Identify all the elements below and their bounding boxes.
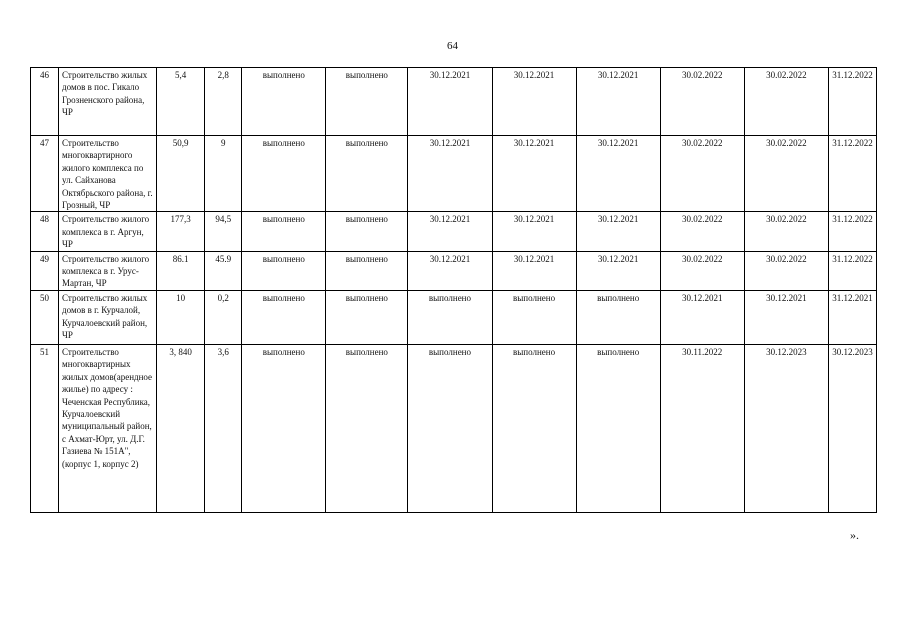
date-cell-10: 31.12.2022: [828, 251, 876, 290]
stage-cell-5: 30.12.2021: [408, 68, 492, 136]
stage-cell-7: 30.12.2021: [576, 212, 660, 251]
date-cell-8: 30.02.2022: [660, 68, 744, 136]
row-number: 46: [31, 68, 59, 136]
object-name: Строительство жилого комплекса в г. Аргун, ЧР: [59, 212, 157, 251]
status-1: выполнено: [242, 344, 326, 512]
stage-cell-6: выполнено: [492, 344, 576, 512]
date-cell-9: 30.12.2023: [744, 344, 828, 512]
object-name: Строительство многоквартирных жилых домов(арендное жилье) по адресу : Чеченская Республика, Курчалоевский муниципальный район, с Ахмат-Юрт, ул. Д.Г. Газиева № 151А", (корпус 1, корпус 2): [59, 344, 157, 512]
status-1: выполнено: [242, 251, 326, 290]
status-2: выполнено: [326, 68, 408, 136]
stage-cell-6: 30.12.2021: [492, 251, 576, 290]
date-cell-9: 30.02.2022: [744, 136, 828, 212]
stage-cell-6: выполнено: [492, 290, 576, 344]
table-row: [31, 212, 877, 251]
date-cell-8: 30.02.2022: [660, 212, 744, 251]
stage-cell-6: 30.12.2021: [492, 68, 576, 136]
status-1: выполнено: [242, 290, 326, 344]
row-number: 47: [31, 136, 59, 212]
value-1: 3, 840: [157, 344, 205, 512]
value-2: 3,6: [205, 344, 242, 512]
row-number: 51: [31, 344, 59, 512]
stage-cell-5: выполнено: [408, 290, 492, 344]
stage-cell-6: 30.12.2021: [492, 136, 576, 212]
value-1: 177,3: [157, 212, 205, 251]
page-number: 64: [447, 40, 458, 52]
table-row: [31, 290, 877, 344]
value-2: 2,8: [205, 68, 242, 136]
date-cell-8: 30.11.2022: [660, 344, 744, 512]
stage-cell-7: 30.12.2021: [576, 251, 660, 290]
stage-cell-5: 30.12.2021: [408, 212, 492, 251]
status-2: выполнено: [326, 212, 408, 251]
row-number: 49: [31, 251, 59, 290]
value-1: 50,9: [157, 136, 205, 212]
value-2: 0,2: [205, 290, 242, 344]
date-cell-9: 30.02.2022: [744, 212, 828, 251]
stage-cell-5: 30.12.2021: [408, 251, 492, 290]
status-1: выполнено: [242, 136, 326, 212]
date-cell-10: 31.12.2021: [828, 290, 876, 344]
closing-quote-mark: ».: [850, 528, 859, 542]
value-1: 5,4: [157, 68, 205, 136]
status-2: выполнено: [326, 290, 408, 344]
stage-cell-7: выполнено: [576, 290, 660, 344]
date-cell-8: 30.02.2022: [660, 136, 744, 212]
row-number: 50: [31, 290, 59, 344]
object-name: Строительство жилого комплекса в г. Урус-Мартан, ЧР: [59, 251, 157, 290]
value-2: 9: [205, 136, 242, 212]
stage-cell-5: выполнено: [408, 344, 492, 512]
date-cell-10: 31.12.2022: [828, 136, 876, 212]
object-name: Строительство жилых домов в пос. Гикало Грозненского района, ЧР: [59, 68, 157, 136]
table-body: [31, 68, 877, 513]
value-1: 86.1: [157, 251, 205, 290]
table-row: [31, 344, 877, 512]
object-name: Строительство многоквартирного жилого комплекса по ул. Сайханова Октябрьского района, г. Грозный, ЧР: [59, 136, 157, 212]
construction-objects-table: [30, 67, 877, 513]
date-cell-9: 30.02.2022: [744, 251, 828, 290]
date-cell-9: 30.02.2022: [744, 68, 828, 136]
value-2: 94,5: [205, 212, 242, 251]
value-2: 45.9: [205, 251, 242, 290]
row-number: 48: [31, 212, 59, 251]
stage-cell-7: выполнено: [576, 344, 660, 512]
status-2: выполнено: [326, 136, 408, 212]
status-2: выполнено: [326, 344, 408, 512]
stage-cell-5: 30.12.2021: [408, 136, 492, 212]
status-1: выполнено: [242, 68, 326, 136]
object-name: Строительство жилых домов в г. Курчалой, Курчалоевский район, ЧР: [59, 290, 157, 344]
table-row: [31, 136, 877, 212]
stage-cell-6: 30.12.2021: [492, 212, 576, 251]
date-cell-9: 30.12.2021: [744, 290, 828, 344]
value-1: 10: [157, 290, 205, 344]
status-2: выполнено: [326, 251, 408, 290]
date-cell-10: 31.12.2022: [828, 68, 876, 136]
date-cell-10: 30.12.2023: [828, 344, 876, 512]
stage-cell-7: 30.12.2021: [576, 136, 660, 212]
date-cell-8: 30.02.2022: [660, 251, 744, 290]
date-cell-10: 31.12.2022: [828, 212, 876, 251]
table-row: [31, 251, 877, 290]
stage-cell-7: 30.12.2021: [576, 68, 660, 136]
date-cell-8: 30.12.2021: [660, 290, 744, 344]
table-row: [31, 68, 877, 136]
status-1: выполнено: [242, 212, 326, 251]
